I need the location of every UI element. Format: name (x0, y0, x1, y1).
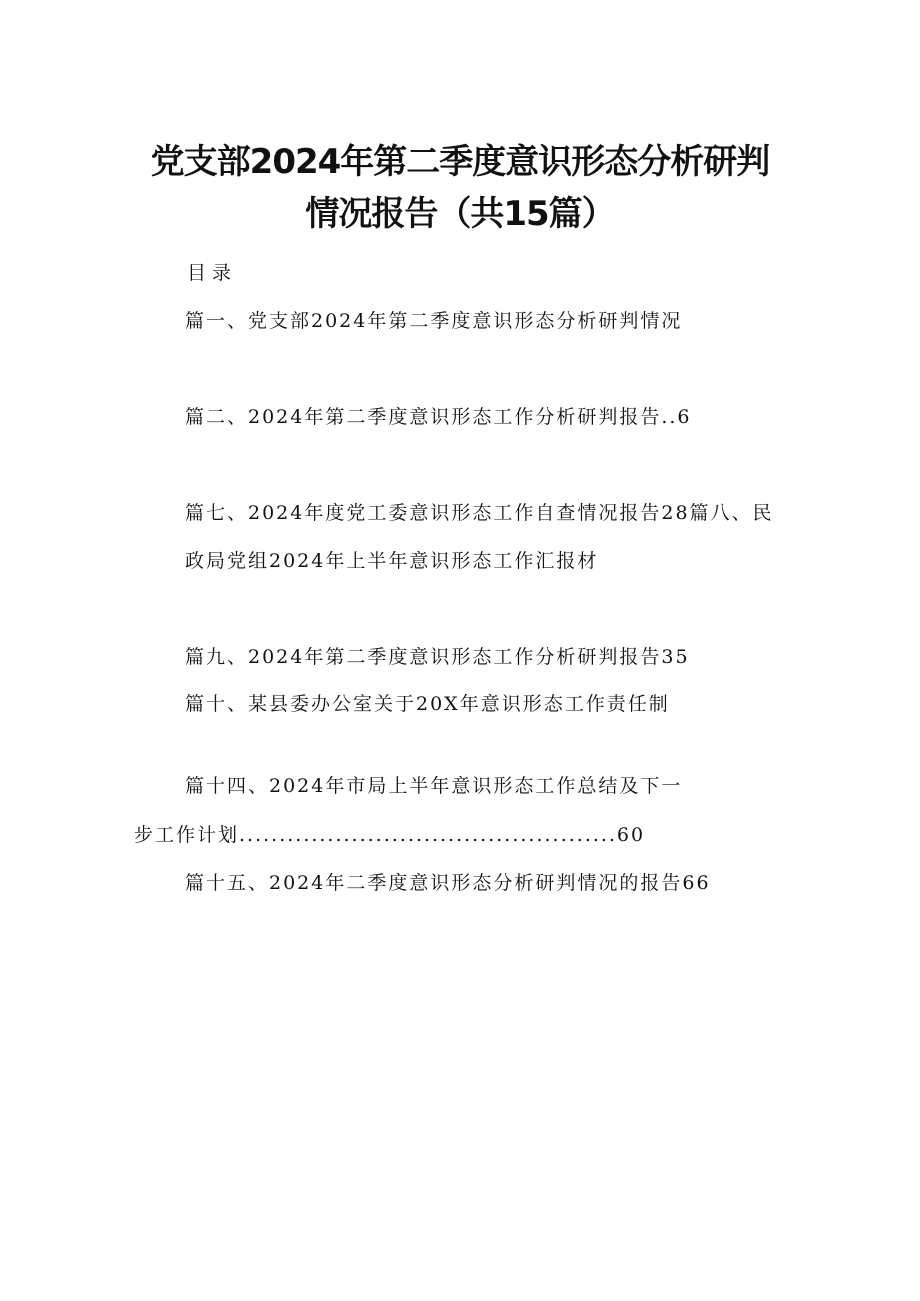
toc-entry: 篇一、党支部2024年第二季度意识形态分析研判情况 (185, 310, 683, 332)
toc-entry: 篇七、2024年度党工委意识形态工作自查情况报告28篇八、民 (185, 502, 774, 524)
toc-entry: 篇十五、2024年二季度意识形态分析研判情况的报告66 (185, 872, 711, 894)
toc-entry: 篇十四、2024年市局上半年意识形态工作总结及下一 (185, 775, 683, 797)
toc-entry: 篇二、2024年第二季度意识形态工作分析研判报告..6 (185, 406, 692, 428)
toc-entry: 篇十、某县委办公室关于20X年意识形态工作责任制 (185, 693, 670, 715)
toc-entry-continuation: 步工作计划...............................................60 (134, 824, 646, 846)
toc-heading: 目录 (187, 262, 238, 284)
document-title-line-1: 党支部2024年第二季度意识形态分析研判 (150, 142, 770, 182)
toc-entry: 篇九、2024年第二季度意识形态工作分析研判报告35 (185, 646, 690, 668)
toc-entry-continuation: 政局党组2024年上半年意识形态工作汇报材 (185, 550, 599, 572)
document-title-line-2: 情况报告（共15篇） (305, 194, 615, 234)
